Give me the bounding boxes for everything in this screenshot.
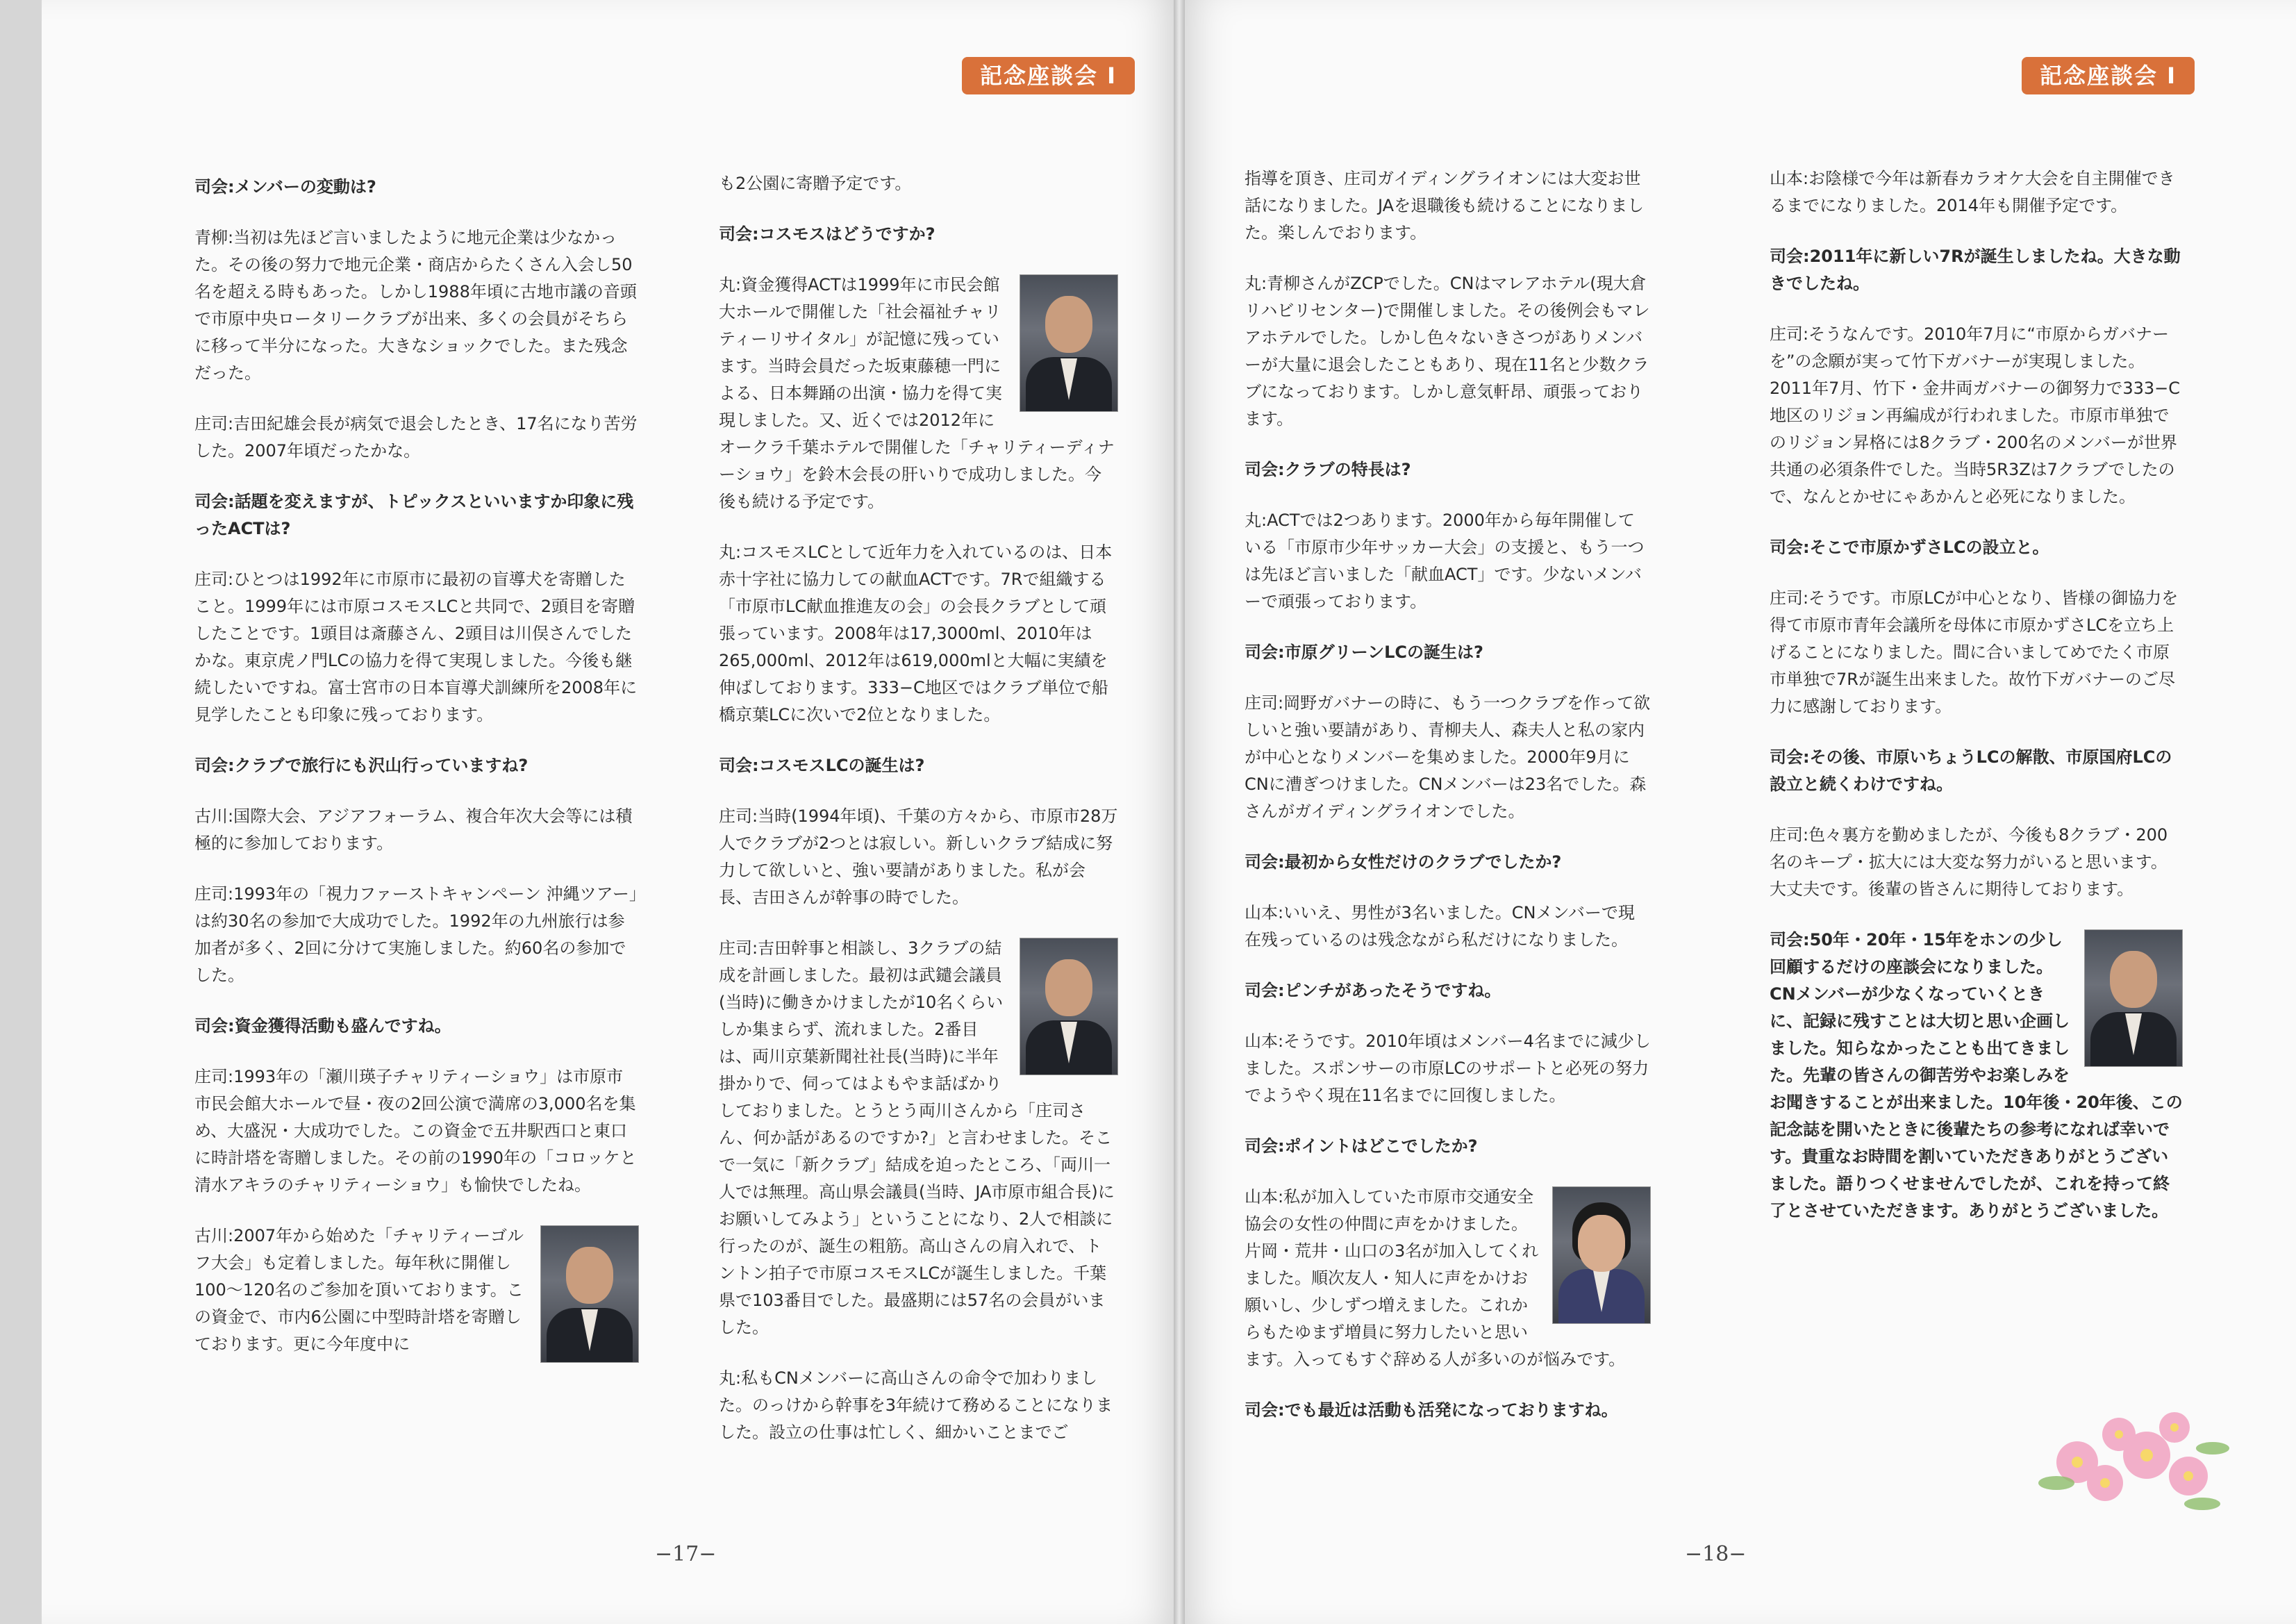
speaker-statement [194,224,639,387]
speaker-statement [1770,165,2183,219]
speaker-statement [719,1365,1118,1446]
paragraph-text: 司会:ピンチがあったそうですね。 [1245,981,1501,1000]
moderator-question [1245,849,1651,876]
flower-decoration-icon [2036,1372,2237,1511]
portrait-photo [1020,274,1118,412]
paragraph-text: 庄司:ひとつは1992年に市原市に最初の盲導犬を寄贈したこと。1999年には市原コスモスLCと共同で、2頭目を寄贈したことです。1頭目は斎藤さん、2頭目は川俣さんでしたかな。東京虎ノ門LCの協力を得て実現しました。今後も継続したいですね。富士宮市の日本盲導犬訓練所を2008年に見学したことも印象に残っております。 [194,570,638,724]
paragraph-text: 司会:でも最近は活動も活発になっておりますね。 [1245,1400,1618,1420]
paragraph-text: 庄司:吉田紀雄会長が病気で退会したとき、17名になり苦労した。2007年頃だったかな。 [194,414,638,461]
moderator-question [1245,456,1651,483]
paragraph-text: 司会:2011年に新しい7Rが誕生しましたね。大きな動きでしたね。 [1770,247,2181,293]
speaker-statement [194,1063,639,1199]
paragraph-text: 庄司:1993年の「瀬川瑛子チャリティーショウ」は市原市市民会館大ホールで昼・夜の2回公演で満席の3,000名を集め、大盛況・大成功でした。この資金で五井駅西口と東口に時計塔を寄贈しました。その前の1990年の「コロッケと清水アキラのチャリティーショウ」も愉快でしたね。 [194,1067,637,1195]
portrait-photo [540,1225,639,1363]
right-page [1185,0,2296,1624]
column-1 [194,174,639,1392]
paragraph-text: 司会:クラブの特長は? [1245,460,1411,479]
speaker-statement [194,881,639,989]
paragraph-text: 古川:2007年から始めた「チャリティーゴルフ大会」も定着しました。毎年秋に開催し100〜120名のご参加を頂いております。この資金で、市内6公園に中型時計塔を寄贈しております。更に今年度中に [194,1226,524,1354]
portrait-photo [1552,1186,1651,1324]
speaker-statement [1245,1028,1651,1109]
paragraph-text: 山本:いいえ、男性が3名いました。CNメンバーで現在残っているのは残念ながら私だけになりました。 [1245,903,1635,950]
speaker-statement [719,935,1118,1341]
moderator-question [194,752,639,779]
paragraph-text: 司会:市原グリーンLCの誕生は? [1245,643,1483,662]
paragraph-text: 山本:お陰様で今年は新春カラオケ大会を自主開催できるまでになりました。2014年も開催予定です。 [1770,169,2175,215]
paragraph-text: も2公園に寄贈予定です。 [719,174,912,193]
speaker-statement [1245,165,1651,247]
moderator-question [719,221,1118,248]
paragraph-text: 丸:青柳さんがZCPでした。CNはマレアホテル(現大倉リハビリセンター)で開催しました。その後例会もマレアホテルでした。しかし色々ないきさつがありメンバーが大量に退会したこともあり、現在11名と少数クラブになっております。しかし意気軒昂、頑張っております。 [1245,274,1650,429]
left-page [42,0,1174,1624]
paragraph-text: 青柳:当初は先ほど言いましたように地元企業は少なかった。その後の努力で地元企業・商店からたくさん入会し50名を超える時もあった。しかし1988年頃に古地市議の音頭で市原中央ロータリークラブが出来、多くの会員がそちらに移って半分になった。大きなショックでした。また残念だった。 [194,228,637,383]
paragraph-text: 丸:資金獲得ACTは1999年に市民会館大ホールで開催した「社会福祉チャリティーリサイタル」が記憶に残っています。当時会員だった坂東藤穂一門による、日本舞踊の出演・協力を得て実現しました。又、近くでは2012年にオークラ千葉ホテルで開催した「チャリティーディナーショウ」を鈴木会長の肝いりで成功しました。今後も続ける予定です。 [719,275,1115,511]
moderator-question [719,752,1118,779]
paragraph-text: 丸:ACTでは2つあります。2000年から毎年開催している「市原市少年サッカー大会」の支援と、もう一つは先ほど言いました「献血ACT」です。少ないメンバーで頑張っております。 [1245,511,1645,611]
speaker-statement [1770,585,2183,720]
speaker-statement [1245,507,1651,615]
moderator-question [1770,243,2183,297]
moderator-question [1770,927,2183,1225]
speaker-statement [1245,690,1651,825]
moderator-question [1245,639,1651,666]
paragraph-text: 山本:そうです。2010年頃はメンバー4名までに減少しました。スポンサーの市原LCのサポートと必死の努力でようやく現在11名までに回復しました。 [1245,1031,1651,1105]
paragraph-text: 司会:コスモスLCの誕生は? [719,756,925,775]
page-number-right: −18− [1685,1542,1747,1566]
paragraph-text: 司会:そこで市原かずさLCの設立と。 [1770,538,2049,557]
paragraph-text: 庄司:そうなんです。2010年7月に“市原からガバナーを”の念願が実って竹下ガバナーが実現しました。2011年7月、竹下・金井両ガバナーの御努力で333−C地区のリジョン再編成が行われました。市原市単独でのリジョン昇格には8クラブ・200名のメンバーが世界共通の必須条件でした。当時5R3Zは7クラブでしたので、なんとかせにゃあかんと必死になりました。 [1770,324,2181,506]
paragraph-text: 丸:私もCNメンバーに高山さんの命令で加わりました。のっけから幹事を3年続けて務めることになりました。設立の仕事は忙しく、細かいことまでご [719,1368,1113,1442]
speaker-statement [194,1223,639,1368]
section-badge-right: 記念座談会 I [2022,57,2195,94]
moderator-question [1770,534,2183,561]
paragraph-text: 司会:メンバーの変動は? [194,177,376,197]
column-3 [1245,165,1651,1448]
moderator-question [194,1013,639,1040]
paragraph-text: 司会:50年・20年・15年をホンの少し回顧するだけの座談会になりました。CNメンバーが少なくなっていくときに、記録に残すことは大切と思い企画しました。知らなかったことも出てきました。先輩の皆さんの御苦労やお楽しみをお聞きすることが出来ました。10年後・20年後、この記念誌を開いたときに後輩たちの参考になれば幸いです。貴重なお時間を割いていただきありがとうございました。語りつくせませんでしたが、これを持って終了とさせていただきます。ありがとうございました。 [1770,930,2183,1220]
paragraph-text: 古川:国際大会、アジアフォーラム、複合年次大会等には積極的に参加しております。 [194,806,633,853]
portrait-photo [1020,938,1118,1075]
paragraph-text: 司会:最初から女性だけのクラブでしたか? [1245,852,1562,872]
paragraph-text: 庄司:1993年の「視力ファーストキャンペーン 沖縄ツアー」は約30名の参加で大成功でした。1992年の九州旅行は参加者が多く、2回に分けて実施しました。約60名の参加でした。 [194,884,638,985]
paragraph-text: 司会:資金獲得活動も盛んですね。 [194,1016,451,1036]
paragraph-text: 庄司:吉田幹事と相談し、3クラブの結成を計画しました。最初は武鑓会議員(当時)に働きかけましたが10名くらいしか集まらず、流れました。2番目は、両川京葉新聞社社長(当時)に半年掛かりで、伺ってはよもやま話ばかりしておりました。とうとう両川さんから「庄司さん、何か話があるのですか?」と言わせました。そこで一気に「新クラブ」結成を迫ったところ、「両川一人では無理。高山県会議員(当時、JA市原市組合長)にお願いしてみよう」ということになり、2人で相談に行ったのが、誕生の粗筋。高山さんの肩入れで、トントン拍子で市原コスモスLCが誕生しました。千葉県で103番目でした。最盛期には57名の会員がいました。 [719,938,1115,1337]
page-number-left: −17− [655,1542,717,1566]
book-gutter [1174,0,1185,1624]
column-2 [719,170,1118,1470]
speaker-statement [719,539,1118,729]
paragraph-text: 庄司:色々裏方を勤めましたが、今後も8クラブ・200名のキープ・拡大には大変な努力がいると思います。大丈夫です。後輩の皆さんに期待しております。 [1770,825,2168,899]
column-4 [1770,165,2183,1248]
paragraph-text: 司会:その後、市原いちょうLCの解散、市原国府LCの設立と続くわけですね。 [1770,747,2172,794]
paragraph-text: 庄司:そうです。市原LCが中心となり、皆様の御協力を得て市原市青年会議所を母体に市原かずさLCを立ち上げることになりました。間に合いましてめでたく市原市単独で7Rが誕生出来ました。故竹下ガバナーのご尽力に感謝しております。 [1770,588,2179,716]
moderator-question [1245,977,1651,1004]
speaker-statement [1245,270,1651,433]
paragraph-text: 司会:ポイントはどこでしたか? [1245,1136,1478,1156]
speaker-statement [719,803,1118,911]
moderator-question [194,174,639,201]
moderator-question [1245,1397,1651,1424]
paragraph-text: 司会:コスモスはどうですか? [719,224,935,244]
speaker-statement [194,411,639,465]
speaker-statement [194,803,639,857]
moderator-question [1770,744,2183,798]
paragraph-text: 指導を頂き、庄司ガイディングライオンには大変お世話になりました。JAを退職後も続けることになりました。楽しんでおります。 [1245,169,1645,242]
speaker-statement [719,170,1118,197]
speaker-statement [194,566,639,729]
speaker-statement [719,272,1118,515]
section-badge-left: 記念座談会 I [962,57,1135,94]
speaker-statement [1245,900,1651,954]
portrait-photo [2084,929,2183,1067]
paragraph-text: 山本:私が加入していた市原市交通安全協会の女性の仲間に声をかけました。片岡・荒井・山口の3名が加入してくれました。順次友人・知人に声をかけお願いし、少しずつ増えました。これからもたゆまず増員に努力したいと思います。入ってもすぐ辞める人が多いのが悩みです。 [1245,1187,1626,1369]
paragraph-text: 庄司:当時(1994年頃)、千葉の方々から、市原市28万人でクラブが2つとは寂しい。新しいクラブ結成に努力して欲しいと、強い要請がありました。私が会長、吉田さんが幹事の時でした。 [719,806,1118,907]
paragraph-text: 司会:話題を変えますが、トピックスといいますか印象に残ったACTは? [194,492,634,538]
paragraph-text: 司会:クラブで旅行にも沢山行っていますね? [194,756,529,775]
speaker-statement [1770,321,2183,511]
speaker-statement [1245,1184,1651,1373]
paragraph-text: 丸:コスモスLCとして近年力を入れているのは、日本赤十字社に協力しての献血ACTです。7Rで組織する「市原市LC献血推進友の会」の会長クラブとして頑張っています。2008年は17,3000ml、2010年は265,000ml、2012年は619,000mlと大幅に実績を伸ばしております。333−C地区ではクラブ単位で船橋京葉LCに次いで2位となりました。 [719,542,1113,724]
moderator-question [1245,1133,1651,1160]
moderator-question [194,488,639,542]
speaker-statement [1770,822,2183,903]
paragraph-text: 庄司:岡野ガバナーの時に、もう一つクラブを作って欲しいと強い要請があり、青柳夫人、森夫人と私の家内が中心となりメンバーを集めました。2000年9月にCNに漕ぎつけました。CNメンバーは23名でした。森さんがガイディングライオンでした。 [1245,693,1651,821]
